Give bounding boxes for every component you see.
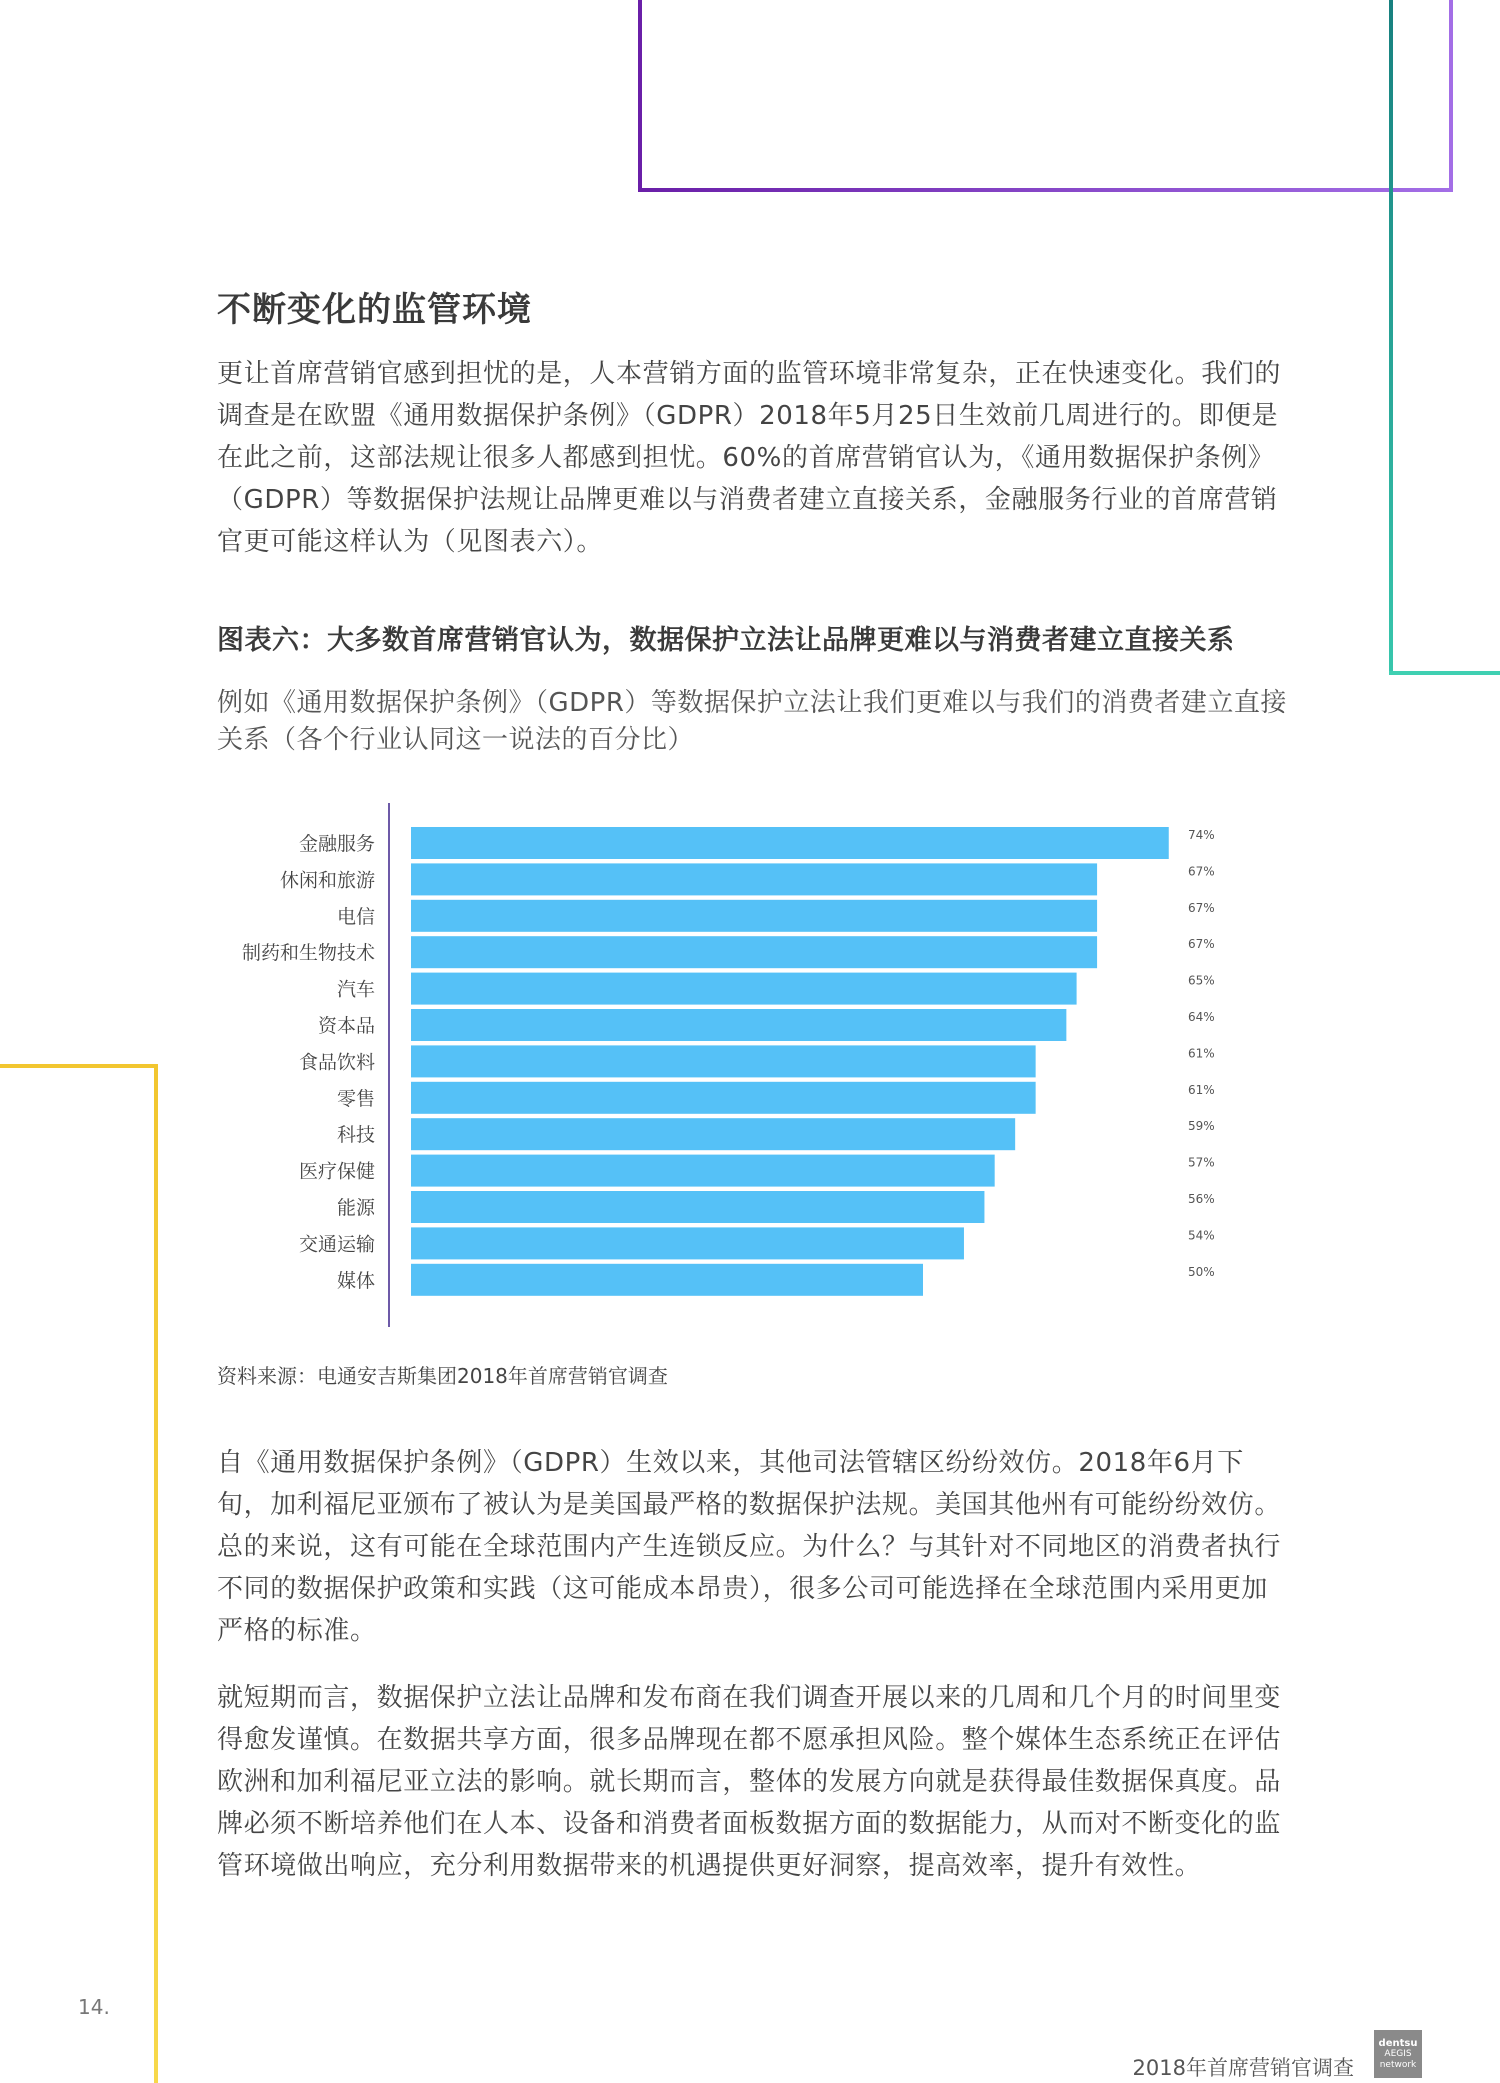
bar: [411, 1009, 1066, 1041]
bar: [411, 1191, 984, 1223]
logo-line-1: dentsu: [1378, 2037, 1418, 2049]
category-label: 科技: [336, 1124, 375, 1147]
category-label: 休闲和旅游: [279, 869, 375, 892]
bar: [411, 1155, 995, 1187]
value-label: 54%: [1188, 1228, 1215, 1243]
intro-paragraph: 更让首席营销官感到担忧的是，人本营销方面的监管环境非常复杂，正在快速变化。我们的调查是在欧盟《通用数据保护条例》（GDPR）2018年5月25日生效前几周进行的。即便是在此之前，这部法规让很多人都感到担忧。60%的首席营销官认为，《通用数据保护条例》（GDPR）等数据保护法规让品牌更难以与消费者建立直接关系，金融服务行业的首席营销官更可能这样认为（见图表六）。: [217, 359, 1282, 557]
value-label: 65%: [1188, 973, 1215, 988]
value-label: 50%: [1188, 1264, 1215, 1279]
purple-frame-decoration: [638, 0, 1453, 192]
bar: [411, 1045, 1036, 1077]
value-label: 67%: [1188, 864, 1215, 879]
category-label: 金融服务: [298, 833, 375, 855]
bar: [411, 900, 1097, 932]
body-paragraph-2: 自《通用数据保护条例》（GDPR）生效以来，其他司法管辖区纷纷效仿。2018年6月下旬，加利福尼亚颁布了被认为是美国最严格的数据保护法规。美国其他州有可能纷纷效仿。总的来说，这有可能在全球范围内产生连锁反应。为什么？与其针对不同地区的消费者执行不同的数据保护政策和实践（这可能成本昂贵），很多公司可能选择在全球范围内采用更加严格的标准。: [217, 1448, 1282, 1646]
value-label: 74%: [1188, 828, 1215, 842]
teal-horizontal-line: [1389, 671, 1500, 675]
figure-title: 图表六：大多数首席营销官认为，数据保护立法让品牌更难以与消费者建立直接关系: [217, 625, 1235, 656]
yellow-horizontal-line: [0, 1064, 158, 1068]
category-label: 媒体: [336, 1269, 375, 1292]
bar: [411, 827, 1169, 859]
figure-source: 资料来源：电通安吉斯集团2018年首席营销官调查: [217, 1364, 668, 1388]
bar-chart: [200, 795, 1280, 1335]
category-label: 电信: [336, 905, 375, 928]
value-label: 59%: [1188, 1119, 1215, 1134]
category-label: 交通运输: [298, 1233, 375, 1256]
value-label: 67%: [1188, 937, 1215, 952]
category-label: 医疗保健: [298, 1160, 375, 1183]
teal-vertical-line: [1389, 0, 1393, 675]
value-label: 61%: [1188, 1046, 1215, 1061]
value-label: 56%: [1188, 1192, 1215, 1206]
logo-line-3: network: [1379, 2059, 1417, 2070]
category-label: 食品饮料: [298, 1051, 375, 1074]
category-label: 能源: [336, 1197, 375, 1219]
value-label: 57%: [1188, 1155, 1215, 1170]
bar: [411, 1227, 964, 1259]
value-label: 61%: [1188, 1082, 1215, 1097]
logo-line-2: AEGIS: [1384, 2048, 1412, 2059]
figure-subtitle: 例如《通用数据保护条例》（GDPR）等数据保护立法让我们更难以与我们的消费者建立直接关系（各个行业认同这一说法的百分比）: [217, 688, 1287, 755]
body-paragraph-3: 就短期而言，数据保护立法让品牌和发布商在我们调查开展以来的几周和几个月的时间里变得愈发谨慎。在数据共享方面，很多品牌现在都不愿承担风险。整个媒体生态系统正在评估欧洲和加利福尼亚立法的影响。就长期而言，整体的发展方向就是获得最佳数据保真度。品牌必须不断培养他们在人本、设备和消费者面板数据方面的数据能力，从而对不断变化的监管环境做出响应，充分利用数据带来的机遇提供更好洞察，提高效率，提升有效性。: [217, 1683, 1282, 1881]
section-title: 不断变化的监管环境: [217, 290, 532, 330]
bar: [411, 973, 1077, 1005]
value-label: 64%: [1188, 1010, 1215, 1024]
bar: [411, 1118, 1015, 1150]
bar: [411, 936, 1097, 968]
value-label: 67%: [1188, 900, 1215, 915]
bar: [411, 863, 1097, 895]
bar: [411, 1264, 923, 1296]
footer-doc-title: 2018年首席营销官调查: [1132, 2056, 1354, 2080]
category-label: 汽车: [336, 978, 375, 1001]
category-label: 制药和生物技术: [241, 942, 375, 965]
page-number: 14.: [78, 1995, 110, 2019]
category-label: 资本品: [317, 1015, 375, 1037]
bar: [411, 1082, 1036, 1114]
dentsu-aegis-logo: [1374, 2030, 1422, 2078]
category-label: 零售: [336, 1087, 375, 1110]
yellow-vertical-line: [154, 1064, 158, 2083]
